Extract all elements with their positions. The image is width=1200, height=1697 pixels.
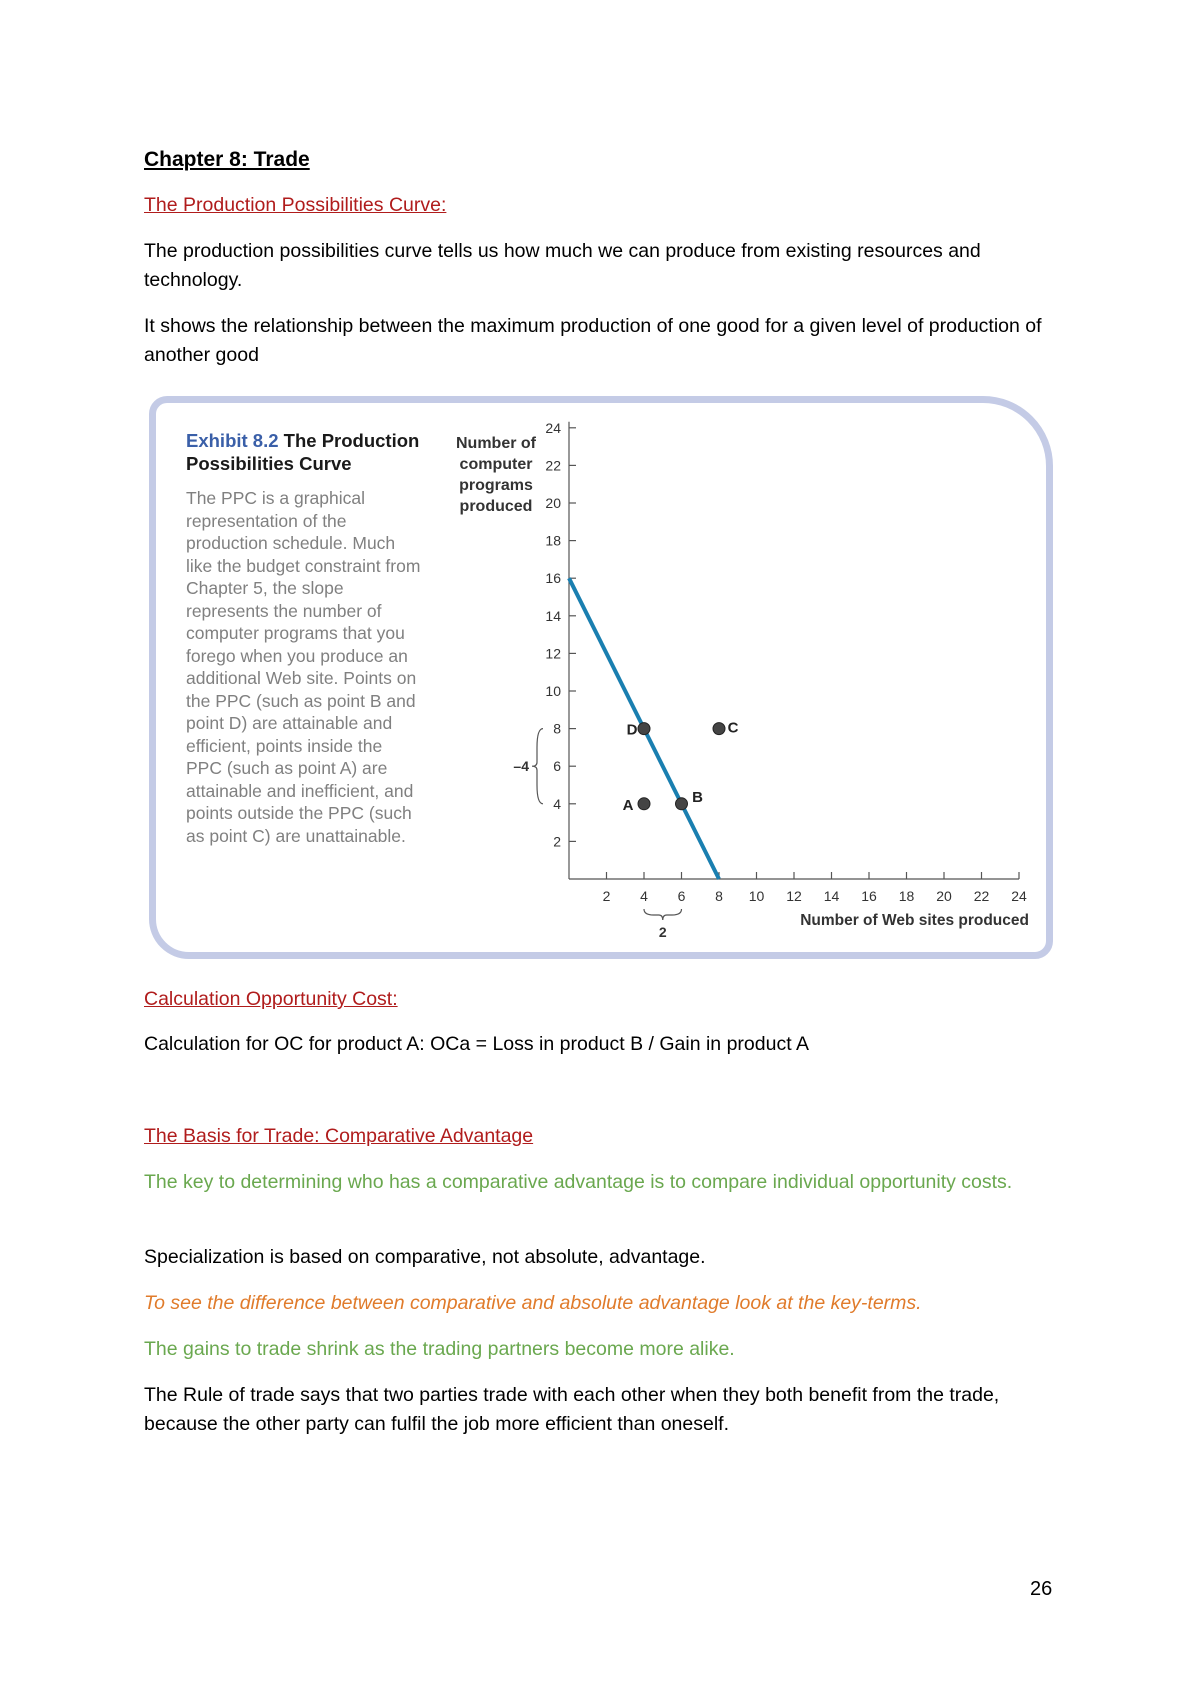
y-tick-label: 4 bbox=[553, 795, 561, 812]
point-label-d: D bbox=[626, 721, 638, 739]
point-label-a: A bbox=[622, 796, 634, 814]
point-b bbox=[676, 798, 688, 810]
y-tick-label: 16 bbox=[545, 570, 561, 587]
y-tick-label: 24 bbox=[545, 419, 561, 436]
exhibit-figure bbox=[149, 396, 1053, 959]
x-tick-label: 4 bbox=[640, 888, 648, 904]
chapter-title: Chapter 8: Trade bbox=[144, 148, 310, 171]
trade-paragraph-green-2: The gains to trade shrink as the trading partners become more alike. bbox=[144, 1338, 735, 1360]
trade-paragraph-2: The Rule of trade says that two parties trade with each other when they both benefit from the trade, because the other party can fulfil the job more efficient than oneself. bbox=[144, 1384, 1000, 1435]
x-axis-label: Number of Web sites produced bbox=[800, 912, 1029, 929]
x-tick-label: 20 bbox=[936, 888, 952, 904]
ppc-paragraph-1: The production possibilities curve tells us how much we can produce from existing resources and technology. bbox=[144, 240, 981, 291]
trade-paragraph-orange: To see the difference between comparative and absolute advantage look at the key-terms. bbox=[144, 1292, 922, 1314]
y-tick-label: 18 bbox=[545, 532, 561, 549]
y-tick-label: 6 bbox=[553, 758, 561, 775]
y-tick-label: 2 bbox=[553, 833, 561, 850]
point-label-b: B bbox=[692, 788, 703, 806]
ppc-heading: The Production Possibilities Curve: bbox=[144, 194, 447, 216]
trade-heading: The Basis for Trade: Comparative Advantage bbox=[144, 1125, 534, 1147]
y-tick-label: 8 bbox=[553, 720, 561, 737]
rise-brace bbox=[532, 729, 543, 804]
trade-paragraph-green-1: The key to determining who has a comparative advantage is to compare individual opportunity costs. bbox=[144, 1171, 1013, 1193]
x-tick-label: 10 bbox=[748, 888, 765, 904]
trade-paragraph-1: Specialization is based on comparative, not absolute, advantage. bbox=[144, 1246, 706, 1268]
y-tick-label: 10 bbox=[545, 683, 561, 699]
x-tick-label: 18 bbox=[898, 888, 915, 904]
point-c bbox=[713, 723, 725, 735]
oc-heading: Calculation Opportunity Cost: bbox=[144, 988, 398, 1010]
point-d bbox=[638, 723, 650, 735]
oc-paragraph: Calculation for OC for product A: OCa = Loss in product B / Gain in product A bbox=[144, 1033, 809, 1055]
y-tick-label: 12 bbox=[545, 645, 561, 662]
y-tick-label: 20 bbox=[545, 495, 561, 511]
page-number: 26 bbox=[1030, 1578, 1053, 1600]
exhibit-number: Exhibit 8.2 bbox=[186, 430, 279, 451]
x-tick-label: 16 bbox=[861, 888, 877, 904]
x-tick-label: 22 bbox=[973, 888, 990, 904]
x-tick-label: 6 bbox=[677, 888, 686, 904]
x-tick-label: 14 bbox=[823, 888, 840, 904]
ppc-chart bbox=[156, 403, 1046, 952]
y-tick-label: 22 bbox=[545, 457, 561, 474]
run-label: 2 bbox=[658, 924, 667, 940]
x-tick-label: 12 bbox=[786, 888, 802, 904]
point-label-c: C bbox=[727, 719, 739, 737]
x-tick-label: 24 bbox=[1011, 888, 1027, 904]
y-axis-label: Number of computer programs produced bbox=[456, 435, 536, 515]
rise-label: –4 bbox=[513, 758, 529, 775]
exhibit-caption: The PPC is a graphical representation of the production schedule. Much like the budget constraint from Chapter 5, the slope represents the number of computer programs that you forego when you produce an additional Web site. Points on the PPC (such as point B and point D) are attainable and efficient, points inside the PPC (such as point A) are attainable and inefficient, and points outside the PPC (such as point C) are unattainable. bbox=[186, 488, 421, 846]
x-tick-label: 8 bbox=[715, 888, 723, 904]
ppc-paragraph-2: It shows the relationship between the maximum production of one good for a given level of production of another good bbox=[144, 315, 1042, 366]
point-a bbox=[638, 798, 650, 810]
run-brace bbox=[644, 909, 682, 920]
x-tick-label: 2 bbox=[602, 888, 611, 904]
exhibit-title-text: The Production Possibilities Curve bbox=[186, 430, 420, 474]
y-tick-label: 14 bbox=[545, 607, 561, 624]
